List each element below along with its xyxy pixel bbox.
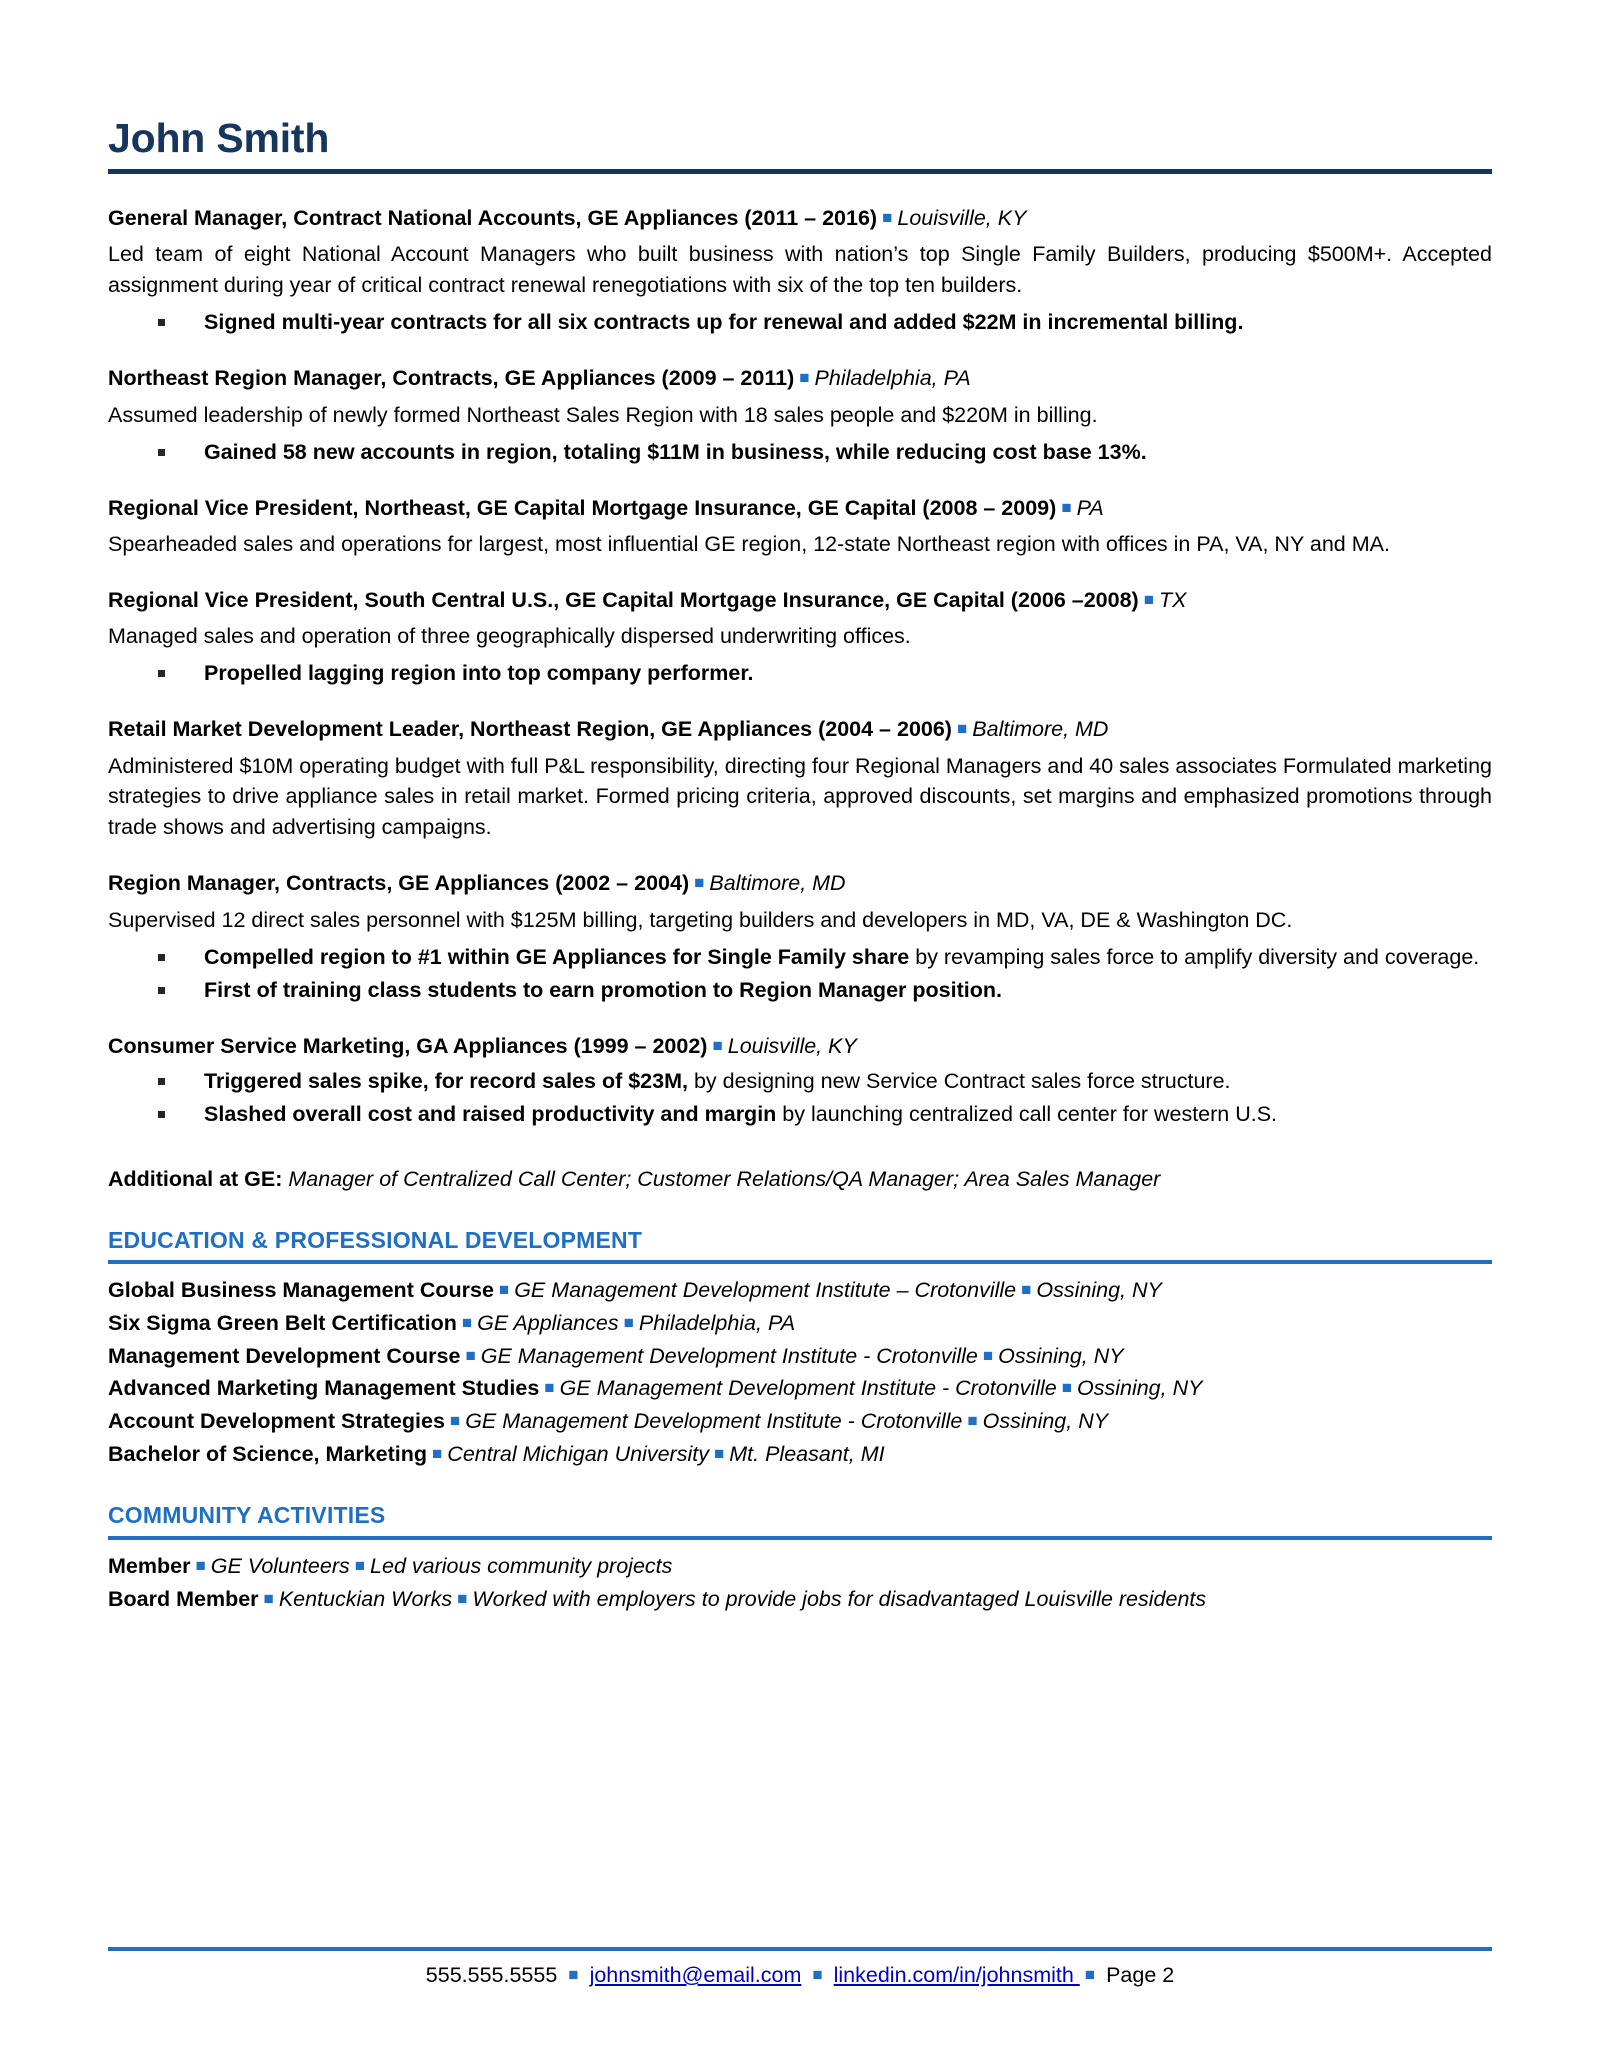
square-separator-icon: ■ (432, 1443, 443, 1463)
job-title (108, 364, 1492, 392)
list-item (108, 1340, 1492, 1373)
square-separator-icon: ■ (1021, 1280, 1032, 1300)
square-separator-icon: ■ (263, 1588, 274, 1608)
list-item (108, 1405, 1492, 1438)
bullet-square-icon (158, 670, 165, 677)
entry-detail: Led various community projects (370, 1554, 673, 1579)
entry-detail: Central Michigan University (447, 1441, 709, 1466)
job-bullet (108, 437, 1492, 468)
job-description: Supervised 12 direct sales personnel with $125M billing, targeting builders and developers in MD, VA, DE & Washington DC. (108, 907, 1293, 932)
footer-phone: 555.555.5555 (425, 1963, 558, 1987)
square-separator-icon: ■ (568, 1965, 579, 1984)
square-separator-icon: ■ (712, 1035, 723, 1055)
bullet-bold-text: Gained 58 new accounts in region, totaling $11M in business, while reducing cost base 13%. (204, 439, 1147, 464)
bullet-bold-text: Triggered sales spike, for record sales of $23M, (204, 1068, 688, 1093)
job-title (108, 586, 1492, 614)
job-bullet-list (108, 942, 1492, 1006)
square-separator-icon: ■ (461, 1313, 473, 1333)
header-divider (108, 169, 1492, 174)
header (108, 0, 1492, 174)
job-bullet-list (108, 307, 1492, 338)
bullet-regular-text: by launching centralized call center for western U.S. (776, 1101, 1278, 1126)
footer (108, 1947, 1492, 1988)
square-separator-icon: ■ (354, 1556, 366, 1576)
entry-detail: Ossining, NY (982, 1409, 1109, 1434)
footer-email-link[interactable]: johnsmith@email.com (589, 1963, 802, 1987)
list-item (108, 1438, 1492, 1471)
square-separator-icon: ■ (982, 1345, 994, 1365)
list-item (108, 1550, 1492, 1583)
job-bullet (108, 975, 1492, 1006)
square-separator-icon: ■ (812, 1965, 823, 1984)
education-heading: EDUCATION & PROFESSIONAL DEVELOPMENT (108, 1226, 643, 1253)
entry-detail: Ossining, NY (1076, 1376, 1203, 1401)
square-separator-icon: ■ (799, 368, 810, 388)
job-bullet (108, 942, 1492, 973)
entry-detail: GE Management Development Institute - Crotonville (559, 1376, 1057, 1401)
bullet-bold-text: First of training class students to earn promotion to Region Manager position. (204, 977, 1002, 1002)
entry-label: Advanced Marketing Management Studies (108, 1376, 540, 1401)
footer-linkedin-link[interactable]: linkedin.com/in/johnsmith (833, 1963, 1080, 1987)
entry-label: Account Development Strategies (108, 1409, 445, 1434)
job-bullet-list (108, 437, 1492, 468)
job-bullet (108, 307, 1492, 338)
entry-label: Global Business Management Course (108, 1278, 494, 1303)
square-separator-icon: ■ (1061, 1378, 1072, 1398)
entry-detail: GE Management Development Institute – Crotonville (514, 1278, 1017, 1303)
job-title (108, 869, 1492, 897)
square-separator-icon: ■ (457, 1588, 468, 1608)
bullet-bold-text: Compelled region to #1 within GE Appliances for Single Family share (204, 944, 910, 969)
bullet-bold-text: Propelled lagging region into top company performer. (204, 661, 754, 686)
entry-detail: GE Management Development Institute - Crotonville (465, 1409, 963, 1434)
job-entry (108, 494, 1492, 560)
footer-page-number: Page 2 (1106, 1963, 1175, 1987)
page-title: John Smith (108, 115, 330, 161)
job-entry (108, 204, 1492, 338)
list-item (108, 1274, 1492, 1307)
entry-detail: GE Management Development Institute - Crotonville (480, 1343, 978, 1368)
square-separator-icon: ■ (195, 1556, 206, 1576)
entry-detail: GE Appliances (477, 1311, 619, 1336)
entry-detail: Philadelphia, PA (638, 1311, 796, 1336)
list-item (108, 1307, 1492, 1340)
bullet-square-icon (158, 987, 165, 994)
job-location: PA (1076, 495, 1104, 520)
job-location: Baltimore, MD (972, 717, 1109, 742)
square-separator-icon: ■ (713, 1443, 725, 1463)
bullet-bold-text: Slashed overall cost and raised productivity and margin (204, 1101, 777, 1126)
education-divider (108, 1260, 1492, 1264)
square-separator-icon: ■ (967, 1411, 978, 1431)
job-title (108, 1032, 1492, 1060)
list-item (108, 1372, 1492, 1405)
education-entries (108, 1274, 1492, 1470)
job-title-text: Region Manager, Contracts, GE Appliances (2002 – 2004) (108, 871, 690, 896)
job-title-text: Regional Vice President, South Central U.S., GE Capital Mortgage Insurance, GE Capital (2006 –2008) (108, 587, 1139, 612)
square-separator-icon: ■ (623, 1313, 634, 1333)
entry-label: Board Member (108, 1586, 259, 1611)
job-description: Spearheaded sales and operations for largest, most influential GE region, 12-state Northeast region with offices in PA, VA, NY and MA. (108, 531, 1390, 556)
job-title (108, 494, 1492, 522)
square-separator-icon: ■ (1061, 497, 1072, 517)
job-bullet (108, 658, 1492, 689)
entry-detail: Ossining, NY (998, 1343, 1124, 1368)
square-separator-icon: ■ (1084, 1965, 1096, 1984)
job-entry (108, 869, 1492, 1005)
entry-label: Bachelor of Science, Marketing (108, 1441, 428, 1466)
community-heading: COMMUNITY ACTIVITIES (108, 1502, 386, 1529)
additional-text: Manager of Centralized Call Center; Customer Relations/QA Manager; Area Sales Manager (282, 1166, 1161, 1191)
square-separator-icon: ■ (449, 1411, 461, 1431)
footer-divider (108, 1947, 1492, 1951)
job-description: Managed sales and operation of three geographically dispersed underwriting offices. (108, 624, 911, 649)
job-location: Baltimore, MD (709, 871, 846, 896)
bullet-bold-text: Signed multi-year contracts for all six contracts up for renewal and added $22M in incremental billing. (204, 310, 1244, 335)
job-title-text: Northeast Region Manager, Contracts, GE Appliances (2009 – 2011) (108, 366, 795, 391)
experience-list (108, 204, 1492, 1130)
square-separator-icon: ■ (1143, 589, 1154, 609)
job-bullet (108, 1099, 1492, 1130)
job-location: Louisville, KY (897, 206, 1027, 230)
bullet-square-icon (158, 1078, 165, 1085)
job-description: Led team of eight National Account Managers who built business with nation’s top Single Family Builders, producing $500M+. Accepted assignment during year of critical contract renewal renegotiations with six of the top ten builders. (108, 242, 1492, 298)
job-title-text: Consumer Service Marketing, GA Appliances (1999 – 2002) (108, 1033, 708, 1058)
resume-content (108, 0, 1492, 1615)
additional-label: Additional at GE: (108, 1166, 283, 1191)
footer-contact (108, 1963, 1492, 1988)
bullet-square-icon (158, 449, 165, 456)
additional-roles (108, 1164, 1492, 1195)
job-bullet (108, 1066, 1492, 1097)
community-divider (108, 1536, 1492, 1540)
entry-label: Six Sigma Green Belt Certification (108, 1311, 457, 1336)
job-description: Assumed leadership of newly formed Northeast Sales Region with 18 sales people and $220M in billing. (108, 402, 1098, 427)
square-separator-icon: ■ (956, 719, 968, 739)
job-location: Louisville, KY (727, 1033, 857, 1058)
job-location: Philadelphia, PA (814, 366, 971, 391)
education-section (108, 1227, 1492, 1471)
job-title-text: General Manager, Contract National Accounts, GE Appliances (2011 – 2016) (108, 206, 878, 230)
entry-detail: Ossining, NY (1036, 1278, 1162, 1303)
job-entry (108, 715, 1492, 843)
entry-detail: Kentuckian Works (278, 1586, 453, 1611)
list-item (108, 1583, 1492, 1616)
square-separator-icon: ■ (544, 1378, 555, 1398)
entry-detail: GE Volunteers (210, 1554, 350, 1579)
square-separator-icon: ■ (694, 873, 705, 893)
bullet-square-icon (158, 1111, 165, 1118)
job-bullet-list (108, 658, 1492, 689)
community-entries (108, 1550, 1492, 1615)
job-bullet-list (108, 1066, 1492, 1130)
entry-label: Management Development Course (108, 1343, 461, 1368)
bullet-square-icon (158, 954, 165, 961)
job-title (108, 715, 1492, 743)
bullet-regular-text: by designing new Service Contract sales force structure. (687, 1068, 1231, 1093)
community-section (108, 1502, 1492, 1615)
job-entry (108, 1032, 1492, 1130)
square-separator-icon: ■ (498, 1280, 510, 1300)
job-location: TX (1159, 587, 1187, 612)
job-title-text: Retail Market Development Leader, Northeast Region, GE Appliances (2004 – 2006) (108, 717, 952, 742)
job-description: Administered $10M operating budget with full P&L responsibility, directing four Regional Managers and 40 sales associates Formulated marketing strategies to drive appliance sales in retail market. Formed pricing criteria, approved discounts, set margins and emphasized promotions through trade shows and advertising campaigns. (108, 753, 1492, 840)
job-entry (108, 586, 1492, 689)
square-separator-icon: ■ (882, 208, 893, 227)
job-title (108, 204, 1492, 232)
bullet-regular-text: by revamping sales force to amplify diversity and coverage. (909, 944, 1480, 969)
job-title-text: Regional Vice President, Northeast, GE Capital Mortgage Insurance, GE Capital (2008 – 2009) (108, 495, 1057, 520)
bullet-square-icon (158, 319, 165, 326)
entry-detail: Worked with employers to provide jobs for disadvantaged Louisville residents (472, 1586, 1207, 1611)
job-entry (108, 364, 1492, 467)
entry-detail: Mt. Pleasant, MI (729, 1441, 885, 1466)
square-separator-icon: ■ (465, 1345, 476, 1365)
entry-label: Member (108, 1554, 191, 1579)
